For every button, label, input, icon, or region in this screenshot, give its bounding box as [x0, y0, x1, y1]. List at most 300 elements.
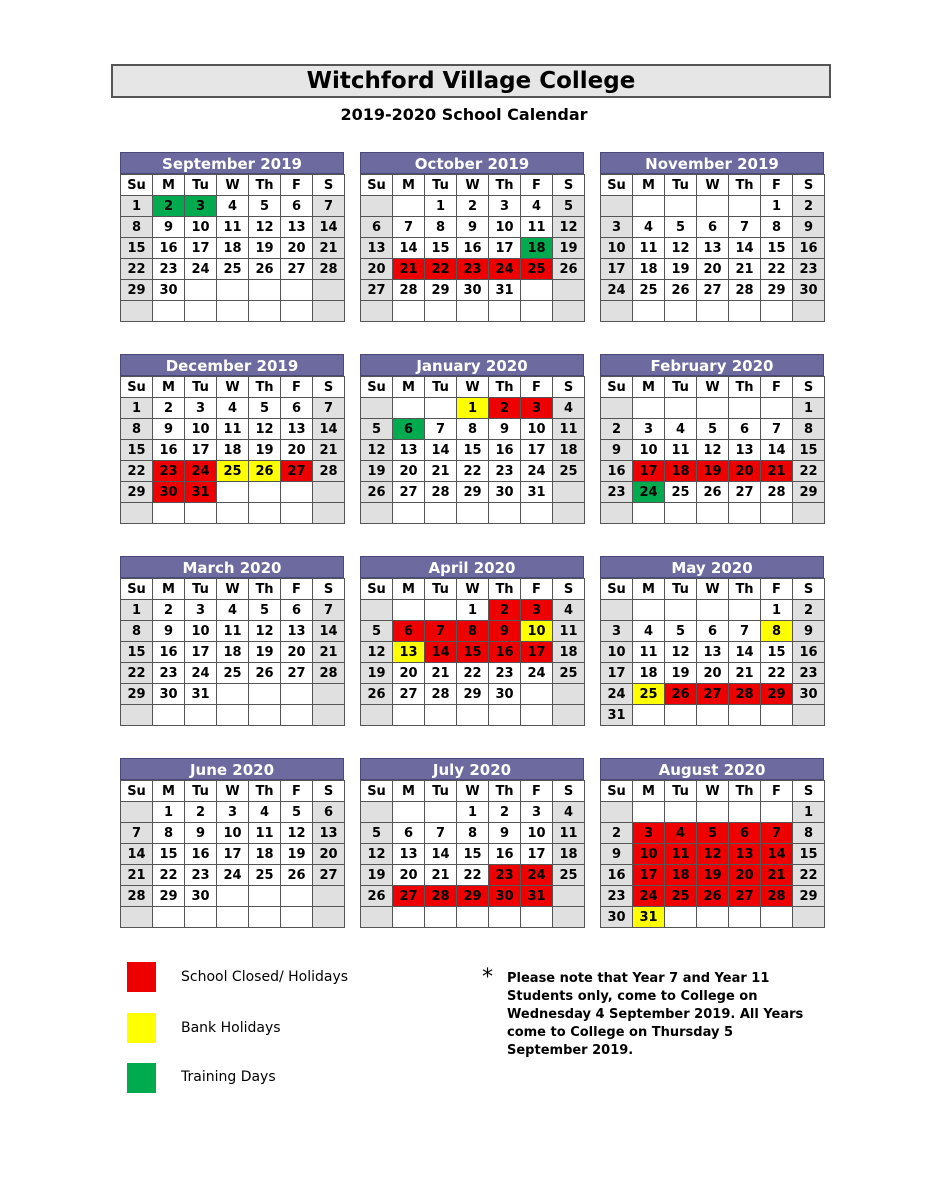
weekday-header: W [457, 781, 489, 802]
empty-cell [665, 907, 697, 928]
bank-holiday-label: Bank Holidays [181, 1020, 281, 1036]
empty-cell [361, 802, 393, 823]
day-cell: 14 [729, 642, 761, 663]
month-calendar [360, 758, 584, 928]
day-cell: 6 [281, 196, 313, 217]
weekday-header: Tu [425, 579, 457, 600]
day-cell: 4 [249, 802, 281, 823]
weekday-header: Th [489, 579, 521, 600]
empty-cell [761, 802, 793, 823]
day-cell: 17 [185, 440, 217, 461]
day-cell: 12 [665, 642, 697, 663]
empty-cell [457, 503, 489, 524]
day-cell: 15 [457, 844, 489, 865]
day-cell: 23 [793, 663, 825, 684]
empty-cell [425, 503, 457, 524]
day-cell: 7 [393, 217, 425, 238]
training-swatch [127, 1063, 156, 1093]
empty-cell [457, 907, 489, 928]
empty-cell [633, 196, 665, 217]
day-cell: 5 [665, 217, 697, 238]
day-cell: 12 [361, 642, 393, 663]
weekday-header: S [553, 377, 585, 398]
day-cell: 3 [521, 398, 553, 419]
day-cell: 21 [729, 663, 761, 684]
day-cell: 12 [665, 238, 697, 259]
day-cell: 19 [665, 663, 697, 684]
empty-cell [185, 907, 217, 928]
day-cell: 14 [313, 217, 345, 238]
month-title: December 2019 [120, 354, 344, 376]
empty-cell [633, 802, 665, 823]
day-cell: 7 [761, 419, 793, 440]
day-cell: 24 [521, 461, 553, 482]
day-cell: 7 [425, 621, 457, 642]
day-cell: 11 [553, 823, 585, 844]
month-title: September 2019 [120, 152, 344, 174]
day-cell: 31 [521, 482, 553, 503]
empty-cell [633, 301, 665, 322]
day-cell: 13 [281, 621, 313, 642]
empty-cell [553, 503, 585, 524]
empty-cell [217, 301, 249, 322]
empty-cell [313, 907, 345, 928]
day-cell: 11 [217, 621, 249, 642]
empty-cell [489, 907, 521, 928]
day-cell: 5 [361, 419, 393, 440]
day-cell: 5 [697, 419, 729, 440]
day-cell: 6 [393, 419, 425, 440]
day-cell: 10 [217, 823, 249, 844]
day-cell: 4 [217, 600, 249, 621]
day-cell: 11 [665, 440, 697, 461]
empty-cell [249, 482, 281, 503]
day-cell: 26 [665, 280, 697, 301]
day-cell: 11 [633, 642, 665, 663]
empty-cell [553, 907, 585, 928]
month-title: March 2020 [120, 556, 344, 578]
weekday-header: Th [729, 781, 761, 802]
day-cell: 14 [729, 238, 761, 259]
day-cell: 23 [153, 663, 185, 684]
weekday-header: M [393, 579, 425, 600]
day-cell: 1 [121, 398, 153, 419]
empty-cell [185, 280, 217, 301]
weekday-header: Tu [185, 175, 217, 196]
day-cell: 29 [793, 886, 825, 907]
weekday-header: M [633, 377, 665, 398]
day-cell: 17 [633, 461, 665, 482]
month-calendar [120, 758, 344, 928]
empty-cell [553, 482, 585, 503]
empty-cell [793, 301, 825, 322]
day-cell: 23 [153, 461, 185, 482]
empty-cell [697, 398, 729, 419]
empty-cell [217, 705, 249, 726]
day-cell: 3 [521, 600, 553, 621]
empty-cell [361, 907, 393, 928]
weekday-header: Tu [665, 781, 697, 802]
empty-cell [761, 705, 793, 726]
empty-cell [393, 705, 425, 726]
day-cell: 15 [121, 238, 153, 259]
empty-cell [361, 503, 393, 524]
empty-cell [425, 802, 457, 823]
empty-cell [281, 886, 313, 907]
day-cell: 19 [281, 844, 313, 865]
empty-cell [361, 600, 393, 621]
day-cell: 1 [793, 802, 825, 823]
empty-cell [601, 301, 633, 322]
day-cell: 22 [457, 461, 489, 482]
day-cell: 3 [521, 802, 553, 823]
day-cell: 2 [457, 196, 489, 217]
empty-cell [313, 684, 345, 705]
day-cell: 21 [761, 461, 793, 482]
day-cell: 8 [793, 823, 825, 844]
day-cell: 20 [393, 663, 425, 684]
day-cell: 3 [185, 600, 217, 621]
day-cell: 7 [313, 196, 345, 217]
weekday-header: W [217, 377, 249, 398]
day-cell: 13 [729, 844, 761, 865]
day-cell: 20 [393, 865, 425, 886]
day-cell: 17 [521, 440, 553, 461]
day-cell: 19 [249, 238, 281, 259]
day-cell: 6 [697, 217, 729, 238]
day-cell: 23 [601, 482, 633, 503]
day-cell: 12 [553, 217, 585, 238]
empty-cell [521, 280, 553, 301]
empty-cell [249, 684, 281, 705]
day-cell: 20 [393, 461, 425, 482]
day-cell: 9 [185, 823, 217, 844]
empty-cell [425, 600, 457, 621]
day-cell: 6 [281, 398, 313, 419]
weekday-header: Th [249, 579, 281, 600]
empty-cell [393, 802, 425, 823]
empty-cell [281, 907, 313, 928]
month-title: August 2020 [600, 758, 824, 780]
day-cell: 17 [185, 642, 217, 663]
day-cell: 6 [729, 823, 761, 844]
weekday-header: Th [489, 377, 521, 398]
weekday-header: W [217, 781, 249, 802]
day-cell: 10 [521, 419, 553, 440]
day-cell: 25 [249, 865, 281, 886]
empty-cell [633, 600, 665, 621]
empty-cell [665, 802, 697, 823]
empty-cell [761, 398, 793, 419]
day-cell: 28 [425, 482, 457, 503]
day-cell: 11 [553, 419, 585, 440]
day-cell: 15 [121, 642, 153, 663]
empty-cell [697, 503, 729, 524]
day-cell: 27 [313, 865, 345, 886]
day-cell: 15 [761, 238, 793, 259]
empty-cell [761, 907, 793, 928]
day-cell: 16 [489, 440, 521, 461]
day-cell: 5 [697, 823, 729, 844]
day-cell: 9 [601, 440, 633, 461]
month-calendar [360, 152, 584, 322]
day-cell: 12 [361, 440, 393, 461]
day-cell: 10 [633, 844, 665, 865]
empty-cell [217, 886, 249, 907]
day-cell: 31 [185, 684, 217, 705]
day-cell: 18 [217, 238, 249, 259]
day-cell: 6 [393, 621, 425, 642]
empty-cell [793, 907, 825, 928]
day-cell: 10 [489, 217, 521, 238]
day-cell: 29 [793, 482, 825, 503]
empty-cell [425, 705, 457, 726]
day-cell: 21 [313, 440, 345, 461]
day-cell: 2 [793, 196, 825, 217]
day-cell: 2 [153, 600, 185, 621]
weekday-header: S [793, 175, 825, 196]
month-calendar [120, 152, 344, 322]
weekday-header: W [697, 579, 729, 600]
day-cell: 30 [793, 684, 825, 705]
day-cell: 15 [793, 844, 825, 865]
weekday-header: Su [121, 175, 153, 196]
day-cell: 4 [553, 802, 585, 823]
empty-cell [729, 503, 761, 524]
weekday-header: Th [249, 377, 281, 398]
day-cell: 25 [633, 280, 665, 301]
empty-cell [553, 886, 585, 907]
empty-cell [553, 280, 585, 301]
empty-cell [697, 907, 729, 928]
empty-cell [425, 301, 457, 322]
note-asterisk: * [482, 965, 493, 990]
day-cell: 31 [633, 907, 665, 928]
day-cell: 18 [553, 440, 585, 461]
month-calendar [360, 354, 584, 524]
month-calendar [600, 556, 824, 726]
day-cell: 13 [697, 238, 729, 259]
weekday-header: Th [729, 175, 761, 196]
day-cell: 6 [729, 419, 761, 440]
empty-cell [217, 907, 249, 928]
day-cell: 19 [361, 663, 393, 684]
empty-cell [313, 482, 345, 503]
day-cell: 27 [281, 663, 313, 684]
month-title: April 2020 [360, 556, 584, 578]
day-cell: 30 [489, 886, 521, 907]
weekday-header: S [313, 377, 345, 398]
empty-cell [153, 907, 185, 928]
empty-cell [249, 705, 281, 726]
weekday-header: Su [601, 377, 633, 398]
day-cell: 11 [633, 238, 665, 259]
weekday-header: Tu [185, 579, 217, 600]
day-cell: 11 [249, 823, 281, 844]
day-cell: 20 [281, 440, 313, 461]
empty-cell [281, 301, 313, 322]
weekday-header: M [633, 175, 665, 196]
day-cell: 17 [185, 238, 217, 259]
empty-cell [281, 705, 313, 726]
day-cell: 13 [281, 419, 313, 440]
day-cell: 6 [361, 217, 393, 238]
empty-cell [153, 503, 185, 524]
empty-cell [121, 802, 153, 823]
weekday-header: Th [729, 377, 761, 398]
day-cell: 28 [729, 280, 761, 301]
day-cell: 13 [393, 440, 425, 461]
empty-cell [425, 398, 457, 419]
empty-cell [457, 705, 489, 726]
day-cell: 29 [457, 482, 489, 503]
empty-cell [313, 886, 345, 907]
weekday-header: M [393, 377, 425, 398]
empty-cell [665, 196, 697, 217]
empty-cell [361, 196, 393, 217]
day-cell: 20 [313, 844, 345, 865]
day-cell: 20 [697, 663, 729, 684]
empty-cell [553, 705, 585, 726]
day-cell: 4 [521, 196, 553, 217]
day-cell: 8 [121, 621, 153, 642]
day-cell: 12 [361, 844, 393, 865]
weekday-header: Su [601, 579, 633, 600]
empty-cell [633, 503, 665, 524]
day-cell: 25 [665, 886, 697, 907]
empty-cell [393, 196, 425, 217]
day-cell: 21 [393, 259, 425, 280]
empty-cell [665, 705, 697, 726]
day-cell: 16 [793, 238, 825, 259]
day-cell: 3 [185, 196, 217, 217]
weekday-header: W [697, 377, 729, 398]
weekday-header: S [313, 579, 345, 600]
day-cell: 12 [249, 621, 281, 642]
day-cell: 26 [665, 684, 697, 705]
day-cell: 18 [553, 844, 585, 865]
day-cell: 1 [761, 600, 793, 621]
weekday-header: S [313, 781, 345, 802]
day-cell: 5 [665, 621, 697, 642]
day-cell: 21 [425, 461, 457, 482]
day-cell: 23 [457, 259, 489, 280]
day-cell: 7 [313, 600, 345, 621]
day-cell: 27 [281, 461, 313, 482]
day-cell: 24 [185, 663, 217, 684]
empty-cell [249, 886, 281, 907]
day-cell: 14 [313, 419, 345, 440]
day-cell: 21 [761, 865, 793, 886]
day-cell: 19 [697, 461, 729, 482]
weekday-header: Su [601, 781, 633, 802]
day-cell: 22 [153, 865, 185, 886]
weekday-header: M [393, 175, 425, 196]
day-cell: 25 [633, 684, 665, 705]
day-cell: 13 [361, 238, 393, 259]
empty-cell [249, 503, 281, 524]
empty-cell [281, 280, 313, 301]
weekday-header: Su [121, 579, 153, 600]
day-cell: 11 [553, 621, 585, 642]
day-cell: 9 [489, 823, 521, 844]
empty-cell [313, 705, 345, 726]
day-cell: 29 [761, 280, 793, 301]
day-cell: 16 [153, 642, 185, 663]
day-cell: 29 [425, 280, 457, 301]
empty-cell [729, 705, 761, 726]
day-cell: 18 [633, 663, 665, 684]
empty-cell [521, 907, 553, 928]
day-cell: 29 [457, 886, 489, 907]
day-cell: 25 [665, 482, 697, 503]
day-cell: 26 [249, 663, 281, 684]
day-cell: 20 [729, 461, 761, 482]
day-cell: 2 [185, 802, 217, 823]
day-cell: 10 [185, 217, 217, 238]
day-cell: 30 [489, 482, 521, 503]
weekday-header: F [281, 377, 313, 398]
day-cell: 27 [729, 482, 761, 503]
day-cell: 29 [457, 684, 489, 705]
day-cell: 18 [217, 642, 249, 663]
day-cell: 27 [697, 280, 729, 301]
day-cell: 16 [601, 865, 633, 886]
weekday-header: F [281, 175, 313, 196]
day-cell: 21 [121, 865, 153, 886]
day-cell: 13 [393, 844, 425, 865]
day-cell: 21 [313, 642, 345, 663]
day-cell: 3 [489, 196, 521, 217]
day-cell: 7 [729, 217, 761, 238]
day-cell: 29 [121, 280, 153, 301]
day-cell: 17 [217, 844, 249, 865]
day-cell: 7 [425, 823, 457, 844]
day-cell: 18 [521, 238, 553, 259]
weekday-header: Tu [185, 377, 217, 398]
day-cell: 10 [601, 238, 633, 259]
empty-cell [361, 398, 393, 419]
month-calendar [360, 556, 584, 726]
day-cell: 8 [761, 621, 793, 642]
weekday-header: W [217, 175, 249, 196]
month-calendar [600, 354, 824, 524]
day-cell: 25 [217, 461, 249, 482]
weekday-header: Tu [425, 781, 457, 802]
day-cell: 26 [361, 886, 393, 907]
empty-cell [601, 503, 633, 524]
day-cell: 24 [633, 482, 665, 503]
day-cell: 16 [489, 844, 521, 865]
empty-cell [361, 705, 393, 726]
empty-cell [729, 196, 761, 217]
empty-cell [489, 503, 521, 524]
day-cell: 4 [217, 398, 249, 419]
day-cell: 31 [185, 482, 217, 503]
day-cell: 10 [185, 419, 217, 440]
day-cell: 27 [393, 482, 425, 503]
day-cell: 26 [281, 865, 313, 886]
day-cell: 24 [217, 865, 249, 886]
empty-cell [249, 280, 281, 301]
weekday-header: F [521, 175, 553, 196]
day-cell: 19 [361, 461, 393, 482]
weekday-header: Su [361, 175, 393, 196]
empty-cell [521, 684, 553, 705]
day-cell: 15 [793, 440, 825, 461]
weekday-header: Th [249, 781, 281, 802]
day-cell: 2 [153, 196, 185, 217]
